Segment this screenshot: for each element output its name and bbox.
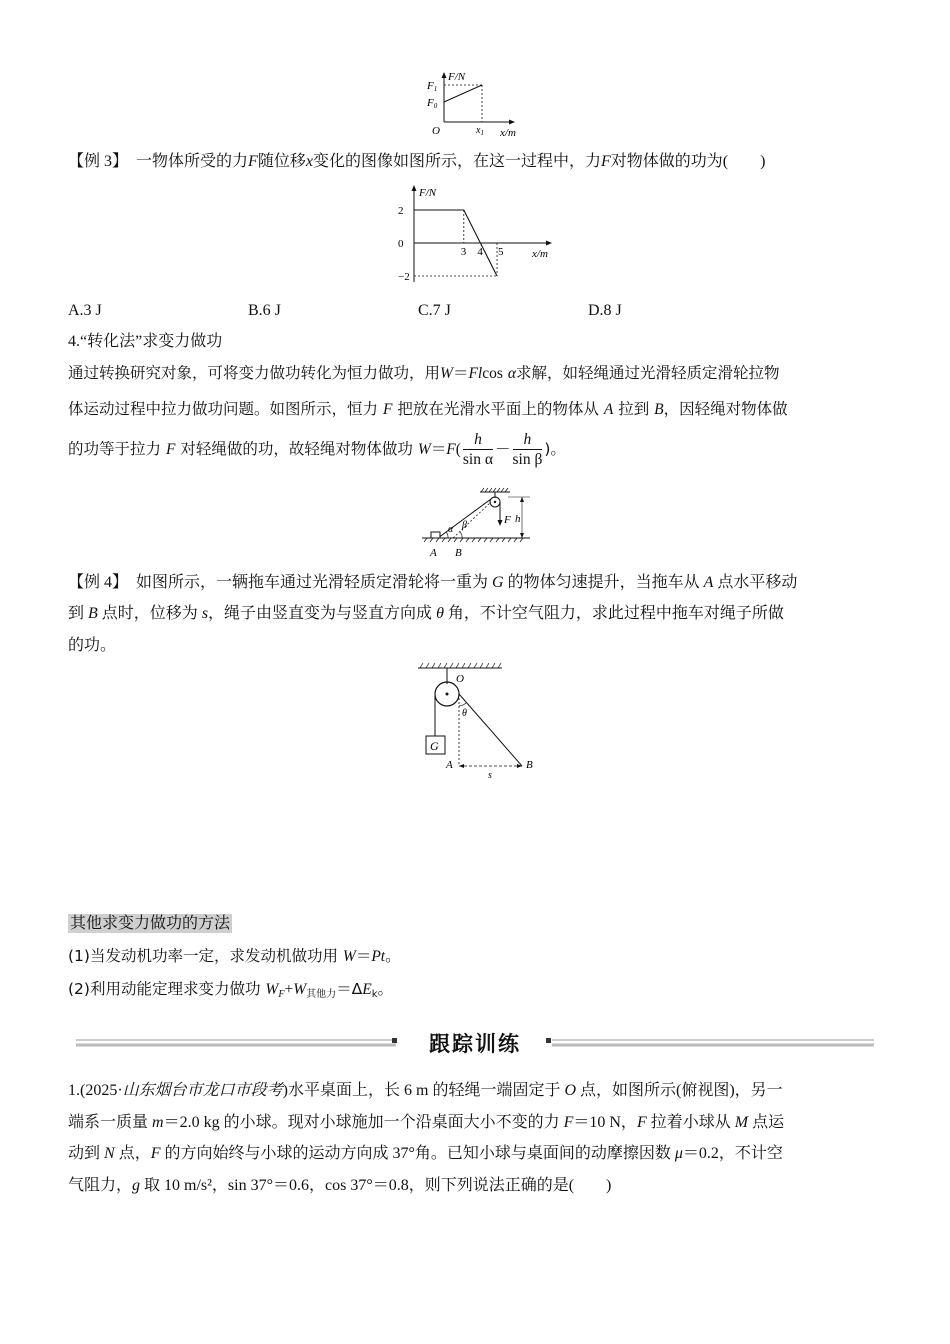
chart-x-tick-label: 5 <box>498 246 504 258</box>
problem1-line4: 气阻力，g 取 10 m/s²，sin 37°＝0.6，cos 37°＝0.8，则下列说法正确的是( ) <box>68 1177 612 1194</box>
h-label: h <box>515 513 521 525</box>
section4-para-line2: 体运动过程中拉力做功问题。如图所示，恒力 F 把放在光滑水平面上的物体从 A 拉到 B，因轻绳对物体做 <box>68 400 788 418</box>
method-2: (2)利用动能定理求变力做功 WF+W其他力＝ΔEk。 <box>68 980 393 1000</box>
problem1-source: 山东烟台市龙口市段考 <box>122 1082 283 1099</box>
chart-x-label: x/m <box>532 248 548 260</box>
beta-label: β <box>462 520 467 531</box>
example4-line1: 【例 4】 如图所示，一辆拖车通过光滑轻质定滑轮将一重为 G 的物体匀速提升，当拖车从 A 点水平移动 <box>68 574 798 591</box>
example4-line2: 到 B 点时，位移为 s，绳子由竖直变为与竖直方向成 θ 角，不计空气阻力，求此过程中拖车对绳子所做 <box>68 605 784 622</box>
beta-arc <box>460 532 462 538</box>
slanted-rope <box>459 694 522 766</box>
option-a[interactable]: A.3 J <box>68 302 102 319</box>
chart-x-tick-label: 4 <box>477 246 483 258</box>
title-square-right <box>546 1038 551 1043</box>
option-c[interactable]: C.7 J <box>418 302 451 319</box>
chart-y-tick-label: −2 <box>398 271 410 283</box>
chart-y-tick-label: 2 <box>398 205 404 217</box>
force-arrowhead <box>498 520 503 526</box>
point-a-label: A <box>430 547 437 559</box>
f0-label: F0 <box>427 97 438 110</box>
figure-force-displacement-1 <box>420 70 540 142</box>
example3-tag: 【例 3】 <box>68 153 129 170</box>
example3-question: 【例 3】 一物体所受的力F随位移x变化的图像如图所示，在这一过程中，力F对物体做的功为( ) <box>68 153 766 170</box>
weight-label: G <box>430 739 439 753</box>
chart-y-tick-label: 0 <box>398 238 404 250</box>
block <box>431 532 440 538</box>
force-line <box>444 85 482 102</box>
alpha-label: α <box>448 524 454 535</box>
fraction-h-sin-beta: $\frac{h}{\text{sin β}}$ <box>512 431 543 468</box>
x1-label: $x_1$ <box>476 125 484 137</box>
section4-para-line1: 通过转换研究对象，可将变力做功转化为恒力做功，用W＝Flcos α求解，如轻绳通过光滑轻质定滑轮拉物 <box>68 364 780 382</box>
chart-x-tick-label: 3 <box>460 246 467 258</box>
problem1-line1: 1.(2025·山东烟台市龙口市段考)水平桌面上，长 6 m 的轻绳一端固定于 O 点，如图所示(俯视图)，另一 <box>68 1082 783 1099</box>
other-methods-heading: 其他求变力做功的方法 <box>70 915 231 932</box>
pulley-axle <box>494 501 496 503</box>
rope-dashed <box>453 502 491 538</box>
x-label: x/m <box>500 127 516 139</box>
force-label: F <box>504 514 511 526</box>
fraction-h-sin-alpha: $\frac{h}{\text{sin α}}$ <box>462 431 493 468</box>
y-axis-arrow <box>442 72 447 78</box>
ceiling-hatch <box>420 663 501 668</box>
tracking-title: 跟踪训练 <box>412 1028 538 1058</box>
h-arrow-top <box>520 497 524 502</box>
point-o-label: O <box>456 673 464 685</box>
problem1-line2: 端系一质量 m＝2.0 kg 的小球。现对小球施加一个沿桌面大小不变的力 F＝10 N，F 拉着小球从 M 点运 <box>68 1114 785 1131</box>
chart-y-label: F/N <box>419 187 437 199</box>
origin-label: O <box>432 125 440 137</box>
section4-heading: 4.“转化法”求变力做功 <box>68 333 223 350</box>
method-1: (1)当发动机功率一定，求发动机做功用 W＝Pt。 <box>68 947 401 965</box>
example4-tag: 【例 4】 <box>68 574 129 591</box>
title-square-left <box>392 1038 397 1043</box>
point-a-label: A <box>446 759 453 771</box>
theta-label: θ <box>462 708 467 719</box>
example4-line3: 的功。 <box>68 637 117 654</box>
pulley-axle <box>446 693 449 696</box>
x-axis-arrow <box>509 120 515 125</box>
chart-force-displacement <box>394 182 564 290</box>
option-b[interactable]: B.6 J <box>248 302 281 319</box>
chart-y-arrow <box>412 185 417 191</box>
theta-arc <box>459 703 466 706</box>
problem1-line3: 动到 N 点，F 的方向始终与小球的运动方向成 37°角。已知小球与桌面间的动摩擦因数 μ＝0.2，不计空 <box>68 1145 783 1162</box>
point-b-label: B <box>526 759 533 771</box>
h-arrow-bottom <box>520 533 524 538</box>
y-label: F/N <box>448 71 466 83</box>
s-arrow-left <box>459 764 464 768</box>
f1-label: F1 <box>427 80 438 93</box>
point-b-label: B <box>455 547 462 559</box>
ceiling-hatch <box>481 488 508 492</box>
figure-pulley-weight <box>412 660 552 780</box>
option-d[interactable]: D.8 J <box>588 302 622 319</box>
figure-pulley-horizontal <box>418 486 538 562</box>
chart-x-arrow <box>546 241 552 246</box>
ground-hatch <box>424 538 523 542</box>
section4-para-line3: 的功等于拉力 F 对轻绳做的功，故轻绳对物体做功 W＝F( $\frac{h}{\text{sin α}}$ － $\frac{h}{\text{sin β}}$ )。 <box>68 431 566 468</box>
s-label: s <box>488 770 492 780</box>
